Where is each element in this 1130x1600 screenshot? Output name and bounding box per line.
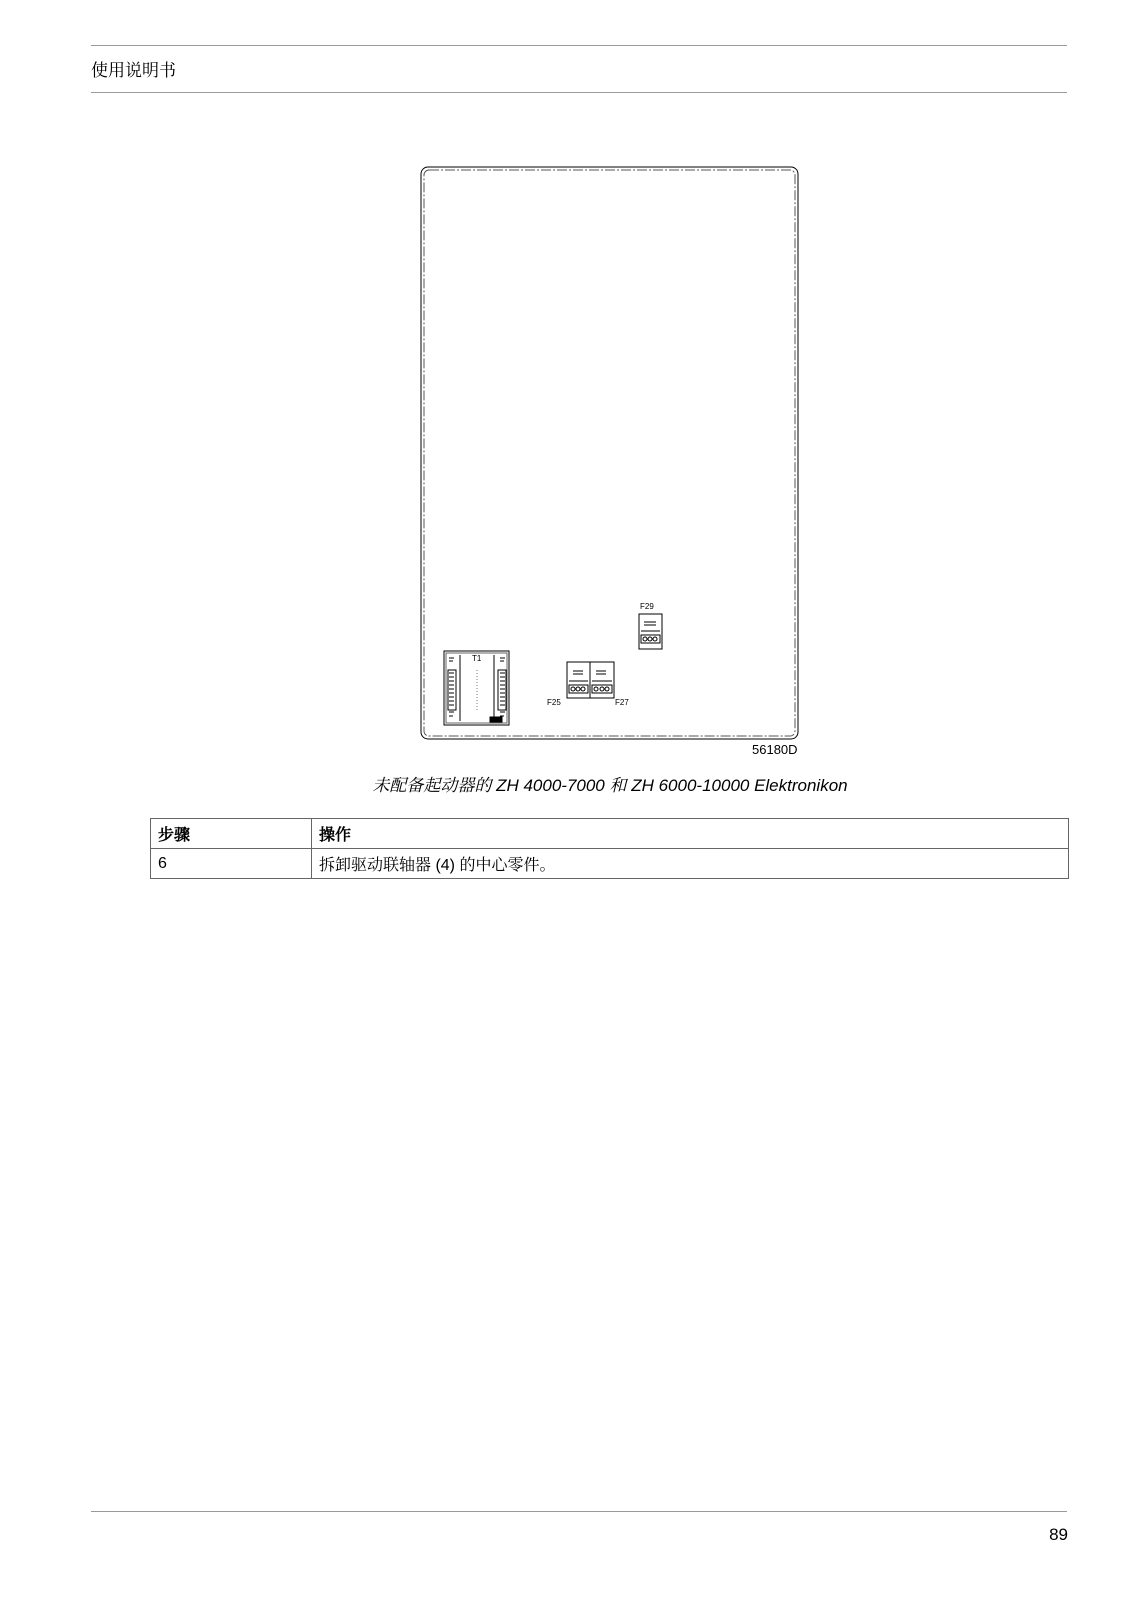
step-action: 拆卸驱动联轴器 (4) 的中心零件。 [312,849,1069,879]
header-step: 步骤 [151,819,312,849]
label-t1: T1 [472,654,482,663]
figure-caption: 未配备起动器的 ZH 4000-7000 和 ZH 6000-10000 Elektronikon [372,776,848,795]
label-f25: F25 [547,698,561,707]
fuse-block-f25-f27 [567,662,614,698]
table-header-row [151,819,1069,849]
cabinet-drawing [418,165,802,765]
step-number: 6 [151,849,312,879]
electrical-cabinet-figure [418,165,802,765]
label-f29: F29 [640,602,654,611]
step-table [150,818,1069,879]
fuse-f29 [639,614,662,649]
header-rule-top [91,45,1067,46]
figure-code: 56180D [752,742,798,757]
page-number: 89 [1049,1525,1068,1544]
footer-rule [91,1511,1067,1512]
header-rule-bottom [91,92,1067,93]
table-row [151,849,1069,879]
header-action: 操作 [312,819,1069,849]
label-f27: F27 [615,698,629,707]
header-title: 使用说明书 [91,61,176,80]
